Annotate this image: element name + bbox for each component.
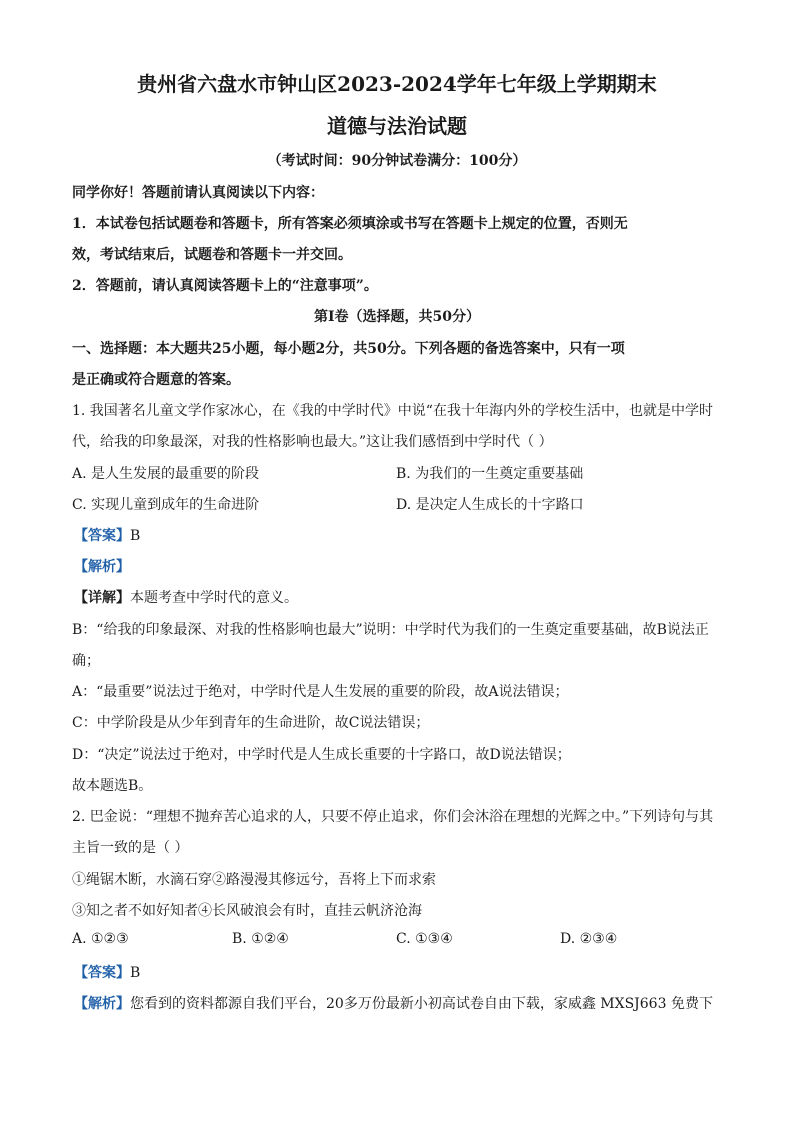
q2-option-d: D. ②③④	[560, 931, 618, 947]
q2-option-b: B. ①②④	[232, 931, 289, 947]
answer-value: B	[130, 528, 141, 544]
answer-value: B	[130, 965, 141, 981]
q1-stem-line2: 代，给我的印象最深，对我的性格影响也最大。”这让我们感悟到中学时代（ ）	[72, 434, 553, 450]
section-heading-line2: 是正确或符合题意的答案。	[72, 372, 240, 388]
analysis-tag: 【解析】	[74, 559, 130, 575]
q2-stem-line2: 主旨一致的是（ ）	[72, 840, 189, 856]
q1-option-a: A. 是人生发展的最重要的阶段	[72, 466, 260, 482]
q1-detail	[74, 587, 298, 607]
volume-heading: 第Ⅰ卷（选择题，共50分）	[313, 309, 481, 325]
instructions-greeting: 同学你好！答题前请认真阅读以下内容：	[72, 185, 324, 201]
q1-stem-line1: 1. 我国著名儿童文学作家冰心，在《我的中学时代》中说“在我十年海内外的学校生活中，也就是中学时	[72, 403, 713, 419]
q1-explanation-a: A：“最重要”说法过于绝对，中学时代是人生发展的重要的阶段，故A说法错误；	[72, 684, 569, 700]
q2-answer	[74, 962, 140, 982]
instruction-1-line2: 效，考试结束后，试题卷和答题卡一并交回。	[72, 247, 352, 263]
document-title: 贵州省六盘水市钟山区2023-2024学年七年级上学期期末	[137, 72, 657, 96]
section-heading-line1: 一、选择题：本大题共25小题，每小题2分，共50分。下列各题的备选答案中，只有一项	[72, 341, 625, 357]
instruction-1-line1: 1．本试卷包括试题卷和答题卡，所有答案必须填涂或书写在答题卡上规定的位置，否则无	[72, 216, 628, 232]
exam-info: （考试时间：90分钟试卷满分：100分）	[267, 153, 527, 169]
q2-option-c: C. ①③④	[396, 931, 453, 947]
document-subtitle: 道德与法治试题	[327, 114, 467, 138]
q1-answer	[74, 525, 140, 545]
q2-stem-line1: 2. 巴金说：“理想不抛弃苦心追求的人，只要不停止追求，你们会沐浴在理想的光辉之中。”下列诗句与其	[72, 809, 714, 825]
footer-note: 您看到的资料都源自我们平台，20多万份最新小初高试卷自由下载，家威鑫 MXSJ663 免费下	[130, 996, 713, 1012]
q2-poem-line1: ①绳锯木断，水滴石穿②路漫漫其修远兮，吾将上下而求索	[72, 872, 436, 888]
detail-tag: 【详解】	[74, 590, 130, 606]
q1-analysis	[74, 556, 130, 576]
q1-option-c: C. 实现儿童到成年的生命进阶	[72, 497, 260, 513]
q2-analysis	[74, 993, 713, 1013]
q1-explanation-d: D：“决定”说法过于绝对，中学时代是人生成长重要的十字路口，故D说法错误；	[72, 747, 571, 763]
detail-intro: 本题考查中学时代的意义。	[130, 590, 298, 606]
answer-tag: 【答案】	[74, 528, 130, 544]
q1-explanation-b-line1: B：“给我的印象最深、对我的性格影响也最大”说明：中学时代为我们的一生奠定重要基础，故B说法正	[72, 622, 709, 638]
q1-option-b: B. 为我们的一生奠定重要基础	[396, 466, 584, 482]
q1-explanation-b-line2: 确；	[72, 653, 100, 669]
answer-tag: 【答案】	[74, 965, 130, 981]
q2-poem-line2: ③知之者不如好知者④长风破浪会有时，直挂云帆济沧海	[72, 903, 422, 919]
q2-option-a: A. ①②③	[72, 931, 129, 947]
instruction-2: 2．答题前，请认真阅读答题卡上的“注意事项”。	[72, 278, 378, 294]
q1-explanation-c: C：中学阶段是从少年到青年的生命进阶，故C说法错误；	[72, 715, 430, 731]
analysis-tag: 【解析】	[74, 996, 130, 1012]
q1-conclusion: 故本题选B。	[72, 778, 153, 794]
q1-option-d: D. 是决定人生成长的十字路口	[396, 497, 584, 513]
